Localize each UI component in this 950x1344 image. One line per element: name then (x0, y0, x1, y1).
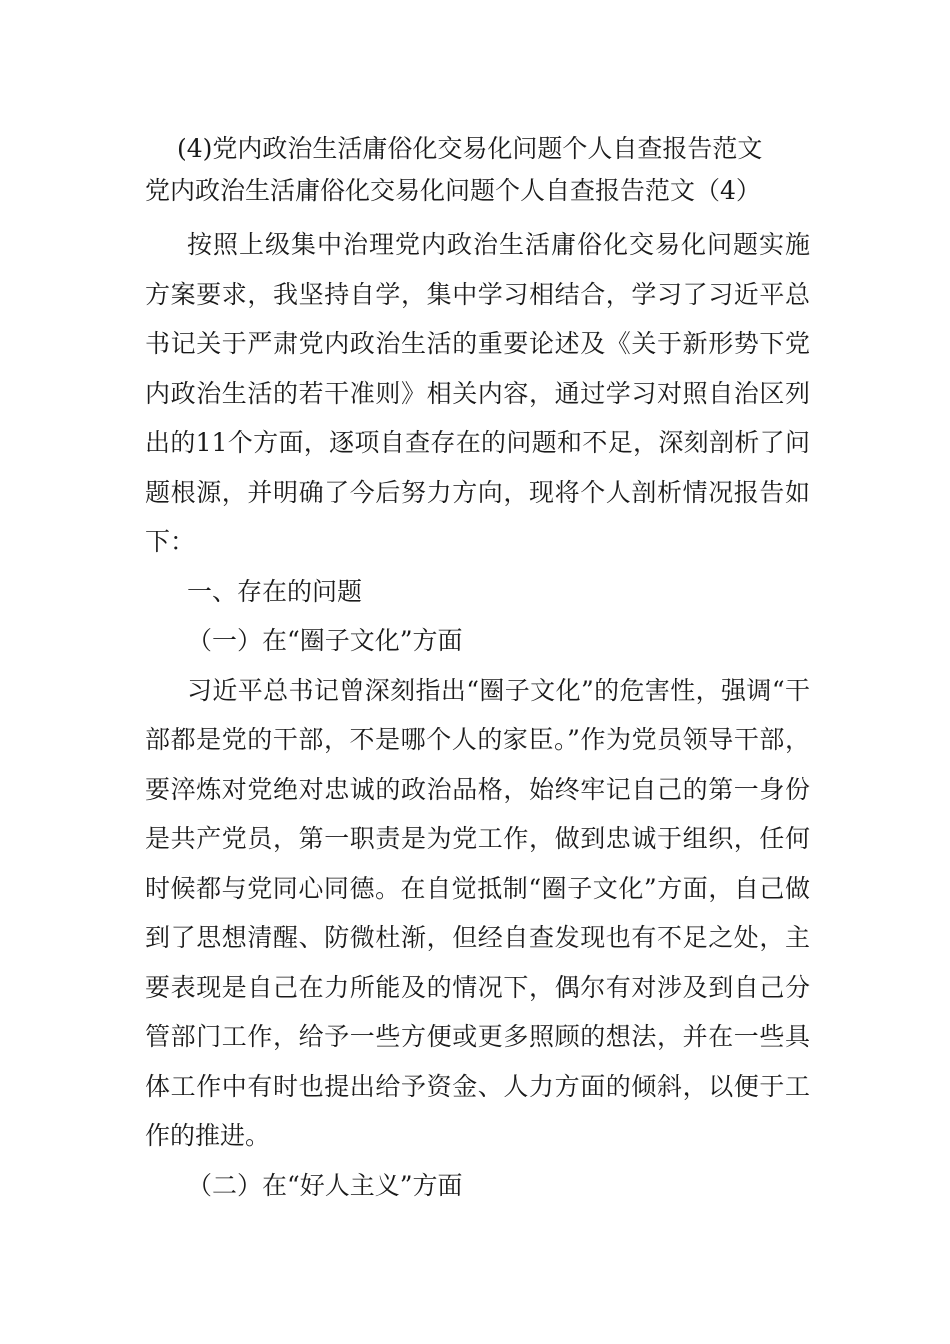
document-page (145, 128, 810, 1210)
section-heading-problems: 一、存在的问题 (187, 576, 363, 606)
subsection-heading-nice-guy: （二）在“好人主义”方面 (187, 1170, 463, 1200)
circle-culture-paragraph: 习近平总书记曾深刻指出“圈子文化”的危害性，强调“干部都是党的干部，不是哪个人的家臣。”作为党员领导干部，要淬炼对党绝对忠诚的政治品格，始终牢记自己的第一身份是共产党员，第一职责是为党工作，做到忠诚于组织，任何时候都与党同心同德。在自觉抵制“圈子文化”方面，自己做到了思想清醒、防微杜渐，但经自查发现也有不足之处，主要表现是自己在力所能及的情况下，偶尔有对涉及到自己分管部门工作，给予一些方便或更多照顾的想法，并在一些具体工作中有时也提出给予资金、人力方面的倾斜，以便于工作的推进。 (145, 675, 810, 1150)
document-title-line-1: (4)党内政治生活庸俗化交易化问题个人自查报告范文 (177, 134, 763, 163)
subsection-heading-circle-culture: （一）在“圈子文化”方面 (187, 626, 463, 655)
intro-paragraph: 按照上级集中治理党内政治生活庸俗化交易化问题实施方案要求，我坚持自学，集中学习相结合，学习了习近平总书记关于严肃党内政治生活的重要论述及《关于新形势下党内政治生活的若干准则》相关内容，通过学习对照自治区列出的11个方面，逐项自查存在的问题和不足，深刻剖析了问题根源，并明确了今后努力方向，现将个人剖析情况报告如下： (145, 230, 810, 556)
document-title-line-2: 党内政治生活庸俗化交易化问题个人自查报告范文（4） (145, 176, 761, 205)
